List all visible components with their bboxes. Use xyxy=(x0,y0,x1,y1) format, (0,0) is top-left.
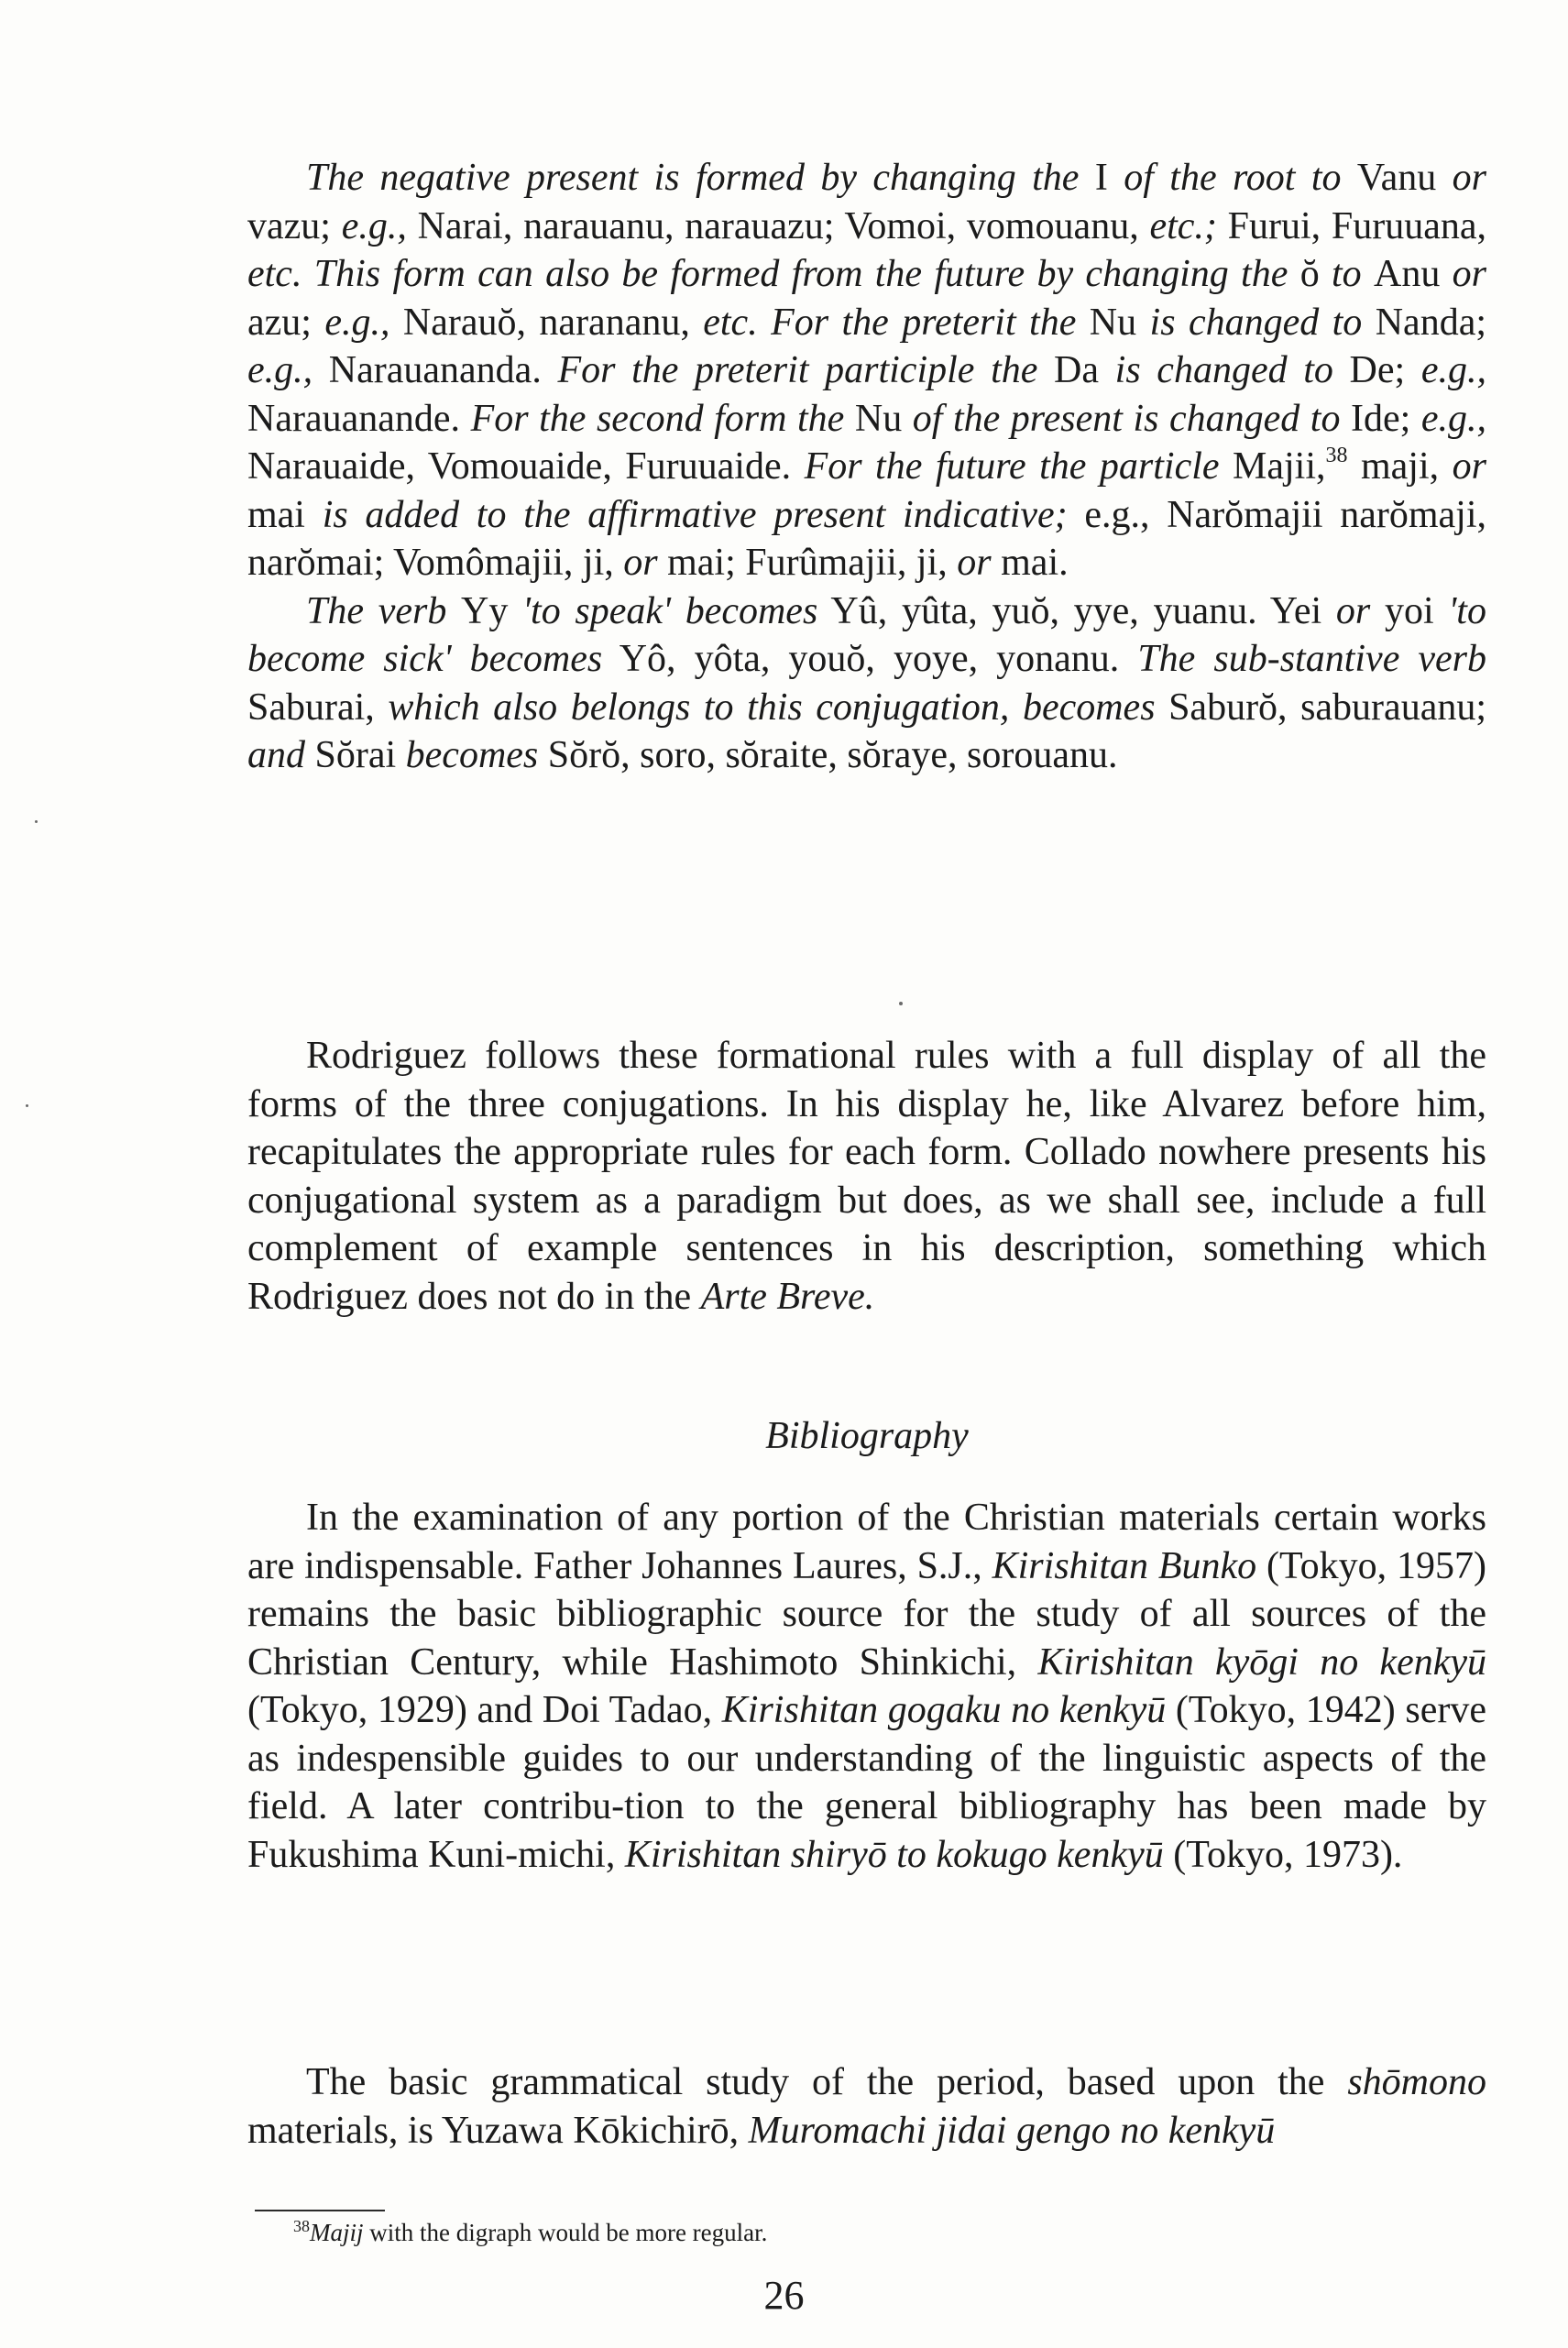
text-run: Narauananda. xyxy=(313,349,558,391)
text-run: or xyxy=(1335,589,1371,632)
text-run: Furui, Furuuana, xyxy=(1216,204,1486,247)
text-run: Yû, yûta, yuŏ, yye, yuanu. Yei xyxy=(817,589,1336,632)
text-run: or xyxy=(957,542,992,584)
text-run: Narauaide, Vomouaide, Furuuaide. xyxy=(247,445,805,488)
text-run: (Tokyo, 1942) serve as indespensible guides to our understanding of the linguistic aspects of the field. A later contribu-tion to the general bibliography has been made by Fukushima Kuni-michi, xyxy=(247,1689,1486,1876)
paragraph-rodriguez xyxy=(247,1032,1486,1321)
text-run: of the root to xyxy=(1107,157,1357,199)
text-run: yoi xyxy=(1370,589,1449,632)
text-run: and xyxy=(247,734,305,776)
text-run: Vanu xyxy=(1356,157,1437,199)
text-run: Majij xyxy=(310,2219,364,2246)
conjugation-rules-text xyxy=(247,154,1486,780)
title-italic: Kirishitan kyōgi no kenkyū xyxy=(1037,1640,1486,1684)
text-run: or xyxy=(623,542,658,584)
text-run: Anu xyxy=(1374,253,1453,295)
text-run: The verb xyxy=(306,589,462,632)
text-run: etc. This form can also be formed from the future by changing the xyxy=(247,253,1300,295)
text-run: Sŏrai xyxy=(305,734,406,776)
text-run: etc. For the preterit the xyxy=(703,301,1090,344)
title-italic: Kirishitan gogaku no kenkyū xyxy=(721,1689,1167,1731)
text-run: e.g., xyxy=(1420,397,1487,440)
text-run: Da xyxy=(1054,349,1115,391)
text-run: Narai, narauanu, narauazu; Vomoi, vomouanu, xyxy=(406,204,1150,247)
scan-speck xyxy=(899,1002,903,1005)
text-run: Rodriguez follows these formational rules with a full display of all the forms of the three conjugations. In his display he, like Alvarez before him, recapitulates the appropriate rules for each form. Collado nowhere presents his conjugational system as a paradigm but does, as we shall see, include a full complement of example sentences in his description, something which Rodriguez does not do in the xyxy=(247,1035,1486,1318)
section-heading: Bibliography xyxy=(765,1415,969,1457)
text-run: De; xyxy=(1332,349,1421,391)
text-run: is added to the affirmative present indicative; xyxy=(322,493,1068,536)
title-italic: Arte Breve. xyxy=(700,1275,875,1318)
text-run: Saburŏ, saburauanu; xyxy=(1155,686,1486,729)
text-run: Saburai, xyxy=(247,686,389,729)
title-italic: Kirishitan shiryō to kokugo kenkyū xyxy=(624,1833,1164,1876)
text-run: or xyxy=(1452,157,1487,199)
text-run: or xyxy=(1452,253,1487,295)
text-run: ŏ xyxy=(1299,253,1320,295)
page-number: 26 xyxy=(763,2273,805,2318)
text-run: mai xyxy=(247,493,323,536)
text-run: becomes xyxy=(405,734,539,776)
text-run: Sŏrŏ, soro, sŏraite, sŏraye, sorouanu. xyxy=(538,734,1118,776)
text-run: e.g., xyxy=(324,301,390,344)
paragraph-bibliography xyxy=(247,1494,1486,1879)
text-run: to xyxy=(1319,253,1374,295)
scan-speck xyxy=(26,1104,28,1107)
text-run: The sub-stantive verb xyxy=(1137,638,1486,680)
text-run: materials, is Yuzawa Kōkichirō, xyxy=(247,2109,749,2152)
text-run: maji, xyxy=(1347,445,1453,488)
text-run: Majii, xyxy=(1233,445,1326,488)
text-run: (Tokyo, 1973). xyxy=(1163,1833,1403,1876)
text-run: Narauŏ, narananu, xyxy=(389,301,704,344)
text-run: Narauanande. xyxy=(247,397,471,440)
text-run: Nu xyxy=(1089,301,1150,344)
text-run: etc.; xyxy=(1149,204,1217,247)
text-run: For the second form the xyxy=(470,397,855,440)
text-run: is changed to xyxy=(1149,301,1363,344)
text-run: e.g., xyxy=(247,349,313,391)
text-run: which also belongs to this conjugation, becomes xyxy=(388,686,1156,729)
text-run: 'to speak' becomes xyxy=(522,589,818,632)
text-run: Nanda; xyxy=(1362,301,1487,344)
text-run: of the present is changed to xyxy=(912,397,1341,440)
text-run: (Tokyo, 1957) remains the basic bibliographic source for the study of all sources of the Christian Century, while Hashimoto Shinkichi, xyxy=(247,1544,1486,1684)
paragraph-verb-yy xyxy=(247,587,1486,780)
scan-speck xyxy=(35,820,38,823)
text-run: 'to become sick' becomes xyxy=(247,589,1486,680)
title-italic: shōmono xyxy=(1347,2061,1486,2103)
title-italic: Kirishitan Bunko xyxy=(992,1544,1257,1587)
text-run: For the preterit participle the xyxy=(557,349,1055,391)
footnote-divider xyxy=(255,2210,385,2211)
footnote xyxy=(293,2216,1485,2249)
text-run: or xyxy=(1452,445,1486,488)
text-run: The negative present is formed by changing the xyxy=(306,157,1095,199)
text-run: In the examination of any portion of the Christian materials certain works are indispensable. Father Johannes Laures, S.J., xyxy=(247,1497,1486,1587)
text-run: Nu xyxy=(854,397,913,440)
text-run: I xyxy=(1094,157,1108,199)
text-run: The basic grammatical study of the period, based upon the xyxy=(306,2061,1348,2103)
text-run: mai. xyxy=(991,542,1069,584)
text-run: e.g., xyxy=(341,204,407,247)
text-run: azu; xyxy=(247,301,325,344)
text-run: vazu; xyxy=(247,204,342,247)
text-run: is changed to xyxy=(1114,349,1333,391)
title-italic: Muromachi jidai gengo no kenkyū xyxy=(748,2109,1276,2152)
text-run: Yô, yôta, youŏ, yoye, yonanu. xyxy=(602,638,1138,680)
text-run: Yy xyxy=(461,589,523,632)
paragraph-basic-study xyxy=(247,2058,1486,2155)
footnote-number: 38 xyxy=(293,2217,310,2235)
text-run: mai; Furûmajii, ji, xyxy=(657,542,958,584)
paragraph-negative-present xyxy=(247,154,1486,587)
text-run: Ide; xyxy=(1340,397,1421,440)
footnote-ref: 38 xyxy=(1325,444,1348,467)
text-run: (Tokyo, 1929) and Doi Tadao, xyxy=(247,1689,722,1731)
text-run: For the future the particle xyxy=(804,445,1234,488)
text-run: e.g., Narŏmajii narŏmaji, narŏmai; Vomômajii, ji, xyxy=(247,493,1486,584)
text-run: e.g., xyxy=(1420,349,1486,391)
text-run: with the digraph would be more regular. xyxy=(363,2219,768,2246)
